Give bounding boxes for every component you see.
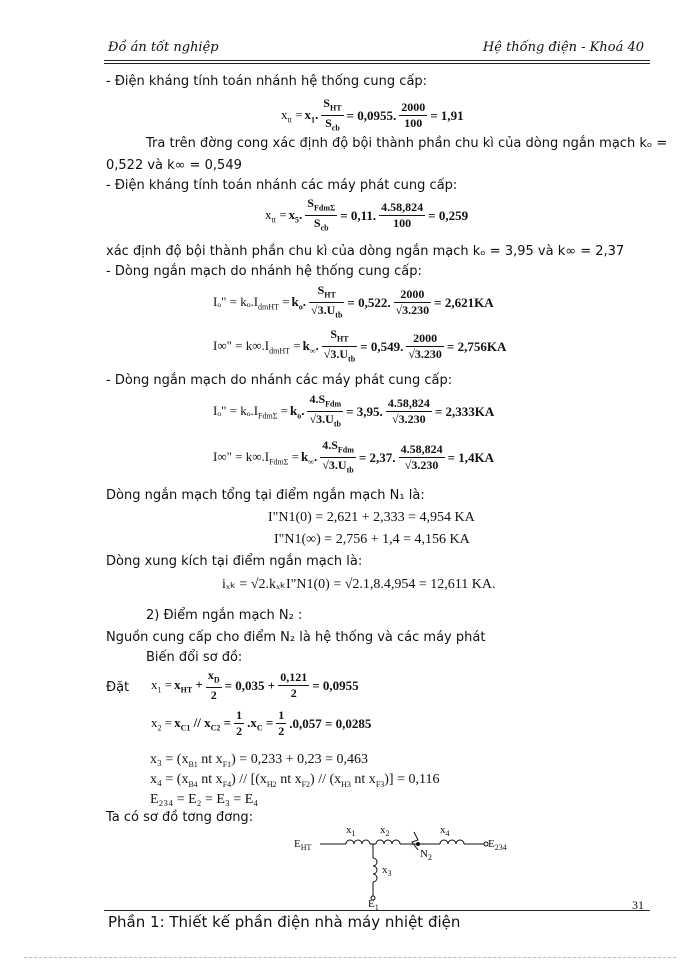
equation-xtt-f: $x_{tt}$ = $x_5$. $\frac{S_{Fdm\Sigma}}{S_{cb}}$ = 0,11. $\frac{4.58,824}{100}$ = 0,259 xyxy=(265,196,469,233)
text-line: I"N1(0) = 2,621 + 2,333 = 4,954 KA xyxy=(268,510,475,525)
header-right: Hệ thống điện - Khoá 40 xyxy=(482,40,644,55)
text-line: - Điện kháng tính toán nhánh các máy phát cung cấp: xyxy=(106,178,458,193)
label-x3: $x_3$ xyxy=(382,864,392,879)
label-x2: $x_2$ xyxy=(380,824,390,839)
equation-iinf-f: I∞" = $k\infty.I_{Fdm\Sigma}$ = $k_\infty$. $\frac{4.S_{Fdm}}{√3.U_{tb}}$ = 2,37. $\frac{4.58,824}{√3.230}$ = 1,4KA xyxy=(213,438,494,475)
text-line: Dòng ngắn mạch tổng tại điểm ngắn mạch N₁ là: xyxy=(106,488,425,503)
equation-iinf-ht: I∞" = $k\infty.I_{dmHT}$ = $k_\infty$. $\frac{S_{HT}}{√3.U_{tb}}$ = 0,549. $\frac{2000}{√3.230}$ = 2,756KA xyxy=(213,327,507,364)
equivalent-circuit-diagram xyxy=(290,820,530,914)
label-eht: $E_{HT}$ xyxy=(294,838,312,853)
equation-io-ht: Iₒ" = $k_o.I_{dmHT}$ = $k_o$. $\frac{S_{HT}}{√3.U_{tb}}$ = 0,522. $\frac{2000}{√3.230}$ = 2,621KA xyxy=(213,283,494,320)
text-line: Biến đổi sơ đồ: xyxy=(146,650,243,665)
header-left: Đồ án tốt nghiệp xyxy=(108,40,219,55)
text-line: Tra trên đờng cong xác định độ bội thành phần chu kì của dòng ngắn mạch kₒ = xyxy=(146,136,668,151)
label-e234: $E_{234}$ xyxy=(488,838,507,853)
text-line: Nguồn cung cấp cho điểm N₂ là hệ thống và các máy phát xyxy=(106,630,486,645)
text-line: E₂₃₄ = E₂ = E₃ = E₄ xyxy=(150,792,259,807)
label-n2: $N_2$ xyxy=(420,848,432,863)
header-rule-2 xyxy=(104,63,650,64)
label-e1: $E_1$ xyxy=(368,898,379,913)
header-rule xyxy=(104,60,650,61)
text-line: - Điện kháng tính toán nhánh hệ thống cung cấp: xyxy=(106,74,428,89)
text-line: $x_4 = (x_{B4}$ nt $x_{F4}) // [(x_{H2}$ nt $x_{F2}) // (x_{H3}$ nt $x_{F3})] = 0,116$ xyxy=(150,772,440,789)
page-border-dashed xyxy=(24,957,676,958)
text-line: iₓₖ = √2.kₓₖI"N1(0) = √2.1,8.4,954 = 12,611 KA. xyxy=(222,577,496,592)
text-line: Dòng xung kích tại điểm ngắn mạch là: xyxy=(106,554,363,569)
text-line: Đặt xyxy=(106,680,130,695)
text-line: $x_3 = (x_{B1}$ nt $x_{F1}) = 0,233 + 0,23 = 0,463$ xyxy=(150,752,368,769)
text-line: 0,522 và k∞ = 0,549 xyxy=(106,158,242,173)
equation-x1: $x_1$ = $x_{HT}$ + $\frac{x_D}{2}$ = 0,035 + $\frac{0,121}{2}$ = 0,0955 xyxy=(151,668,359,703)
text-line: - Dòng ngắn mạch do nhánh các máy phát cung cấp: xyxy=(106,373,453,388)
section-heading: 2) Điểm ngắn mạch N₂ : xyxy=(146,608,303,623)
footer-rule xyxy=(104,910,650,911)
label-x4: $x_4$ xyxy=(440,824,450,839)
footer-title: Phần 1: Thiết kế phần điện nhà máy nhiệt điện xyxy=(108,913,461,931)
equation-io-f: Iₒ" = $k_o.I_{Fdm\Sigma}$ = $k_o$. $\frac{4.S_{Fdm}}{√3.U_{tb}}$ = 3,95. $\frac{4.58,824}{√3.230}$ = 2,333KA xyxy=(213,392,495,429)
text-line: Ta có sơ đồ tơng đơng: xyxy=(106,810,254,825)
label-x1: $x_1$ xyxy=(346,824,356,839)
equation-xtt-ht: $x_{tt}$ = $x_1$. $\frac{S_{HT}}{S_{cb}}$ = 0,0955. $\frac{2000}{100}$ = 1,91 xyxy=(281,96,464,133)
text-line: I"N1(∞) = 2,756 + 1,4 = 4,156 KA xyxy=(274,532,470,547)
text-line: - Dòng ngắn mạch do nhánh hệ thống cung cấp: xyxy=(106,264,422,279)
equation-x2: $x_2$ = $x_{C1} // x_{C2}$ = $\frac{1}{2}$ $.x_C$ = $\frac{1}{2}$ .0,057 = 0,0285 xyxy=(151,708,372,738)
fault-point xyxy=(416,842,420,846)
text-line: xác định độ bội thành phần chu kì của dòng ngắn mạch kₒ = 3,95 và k∞ = 2,37 xyxy=(106,244,625,259)
page-number: 31 xyxy=(632,898,644,912)
